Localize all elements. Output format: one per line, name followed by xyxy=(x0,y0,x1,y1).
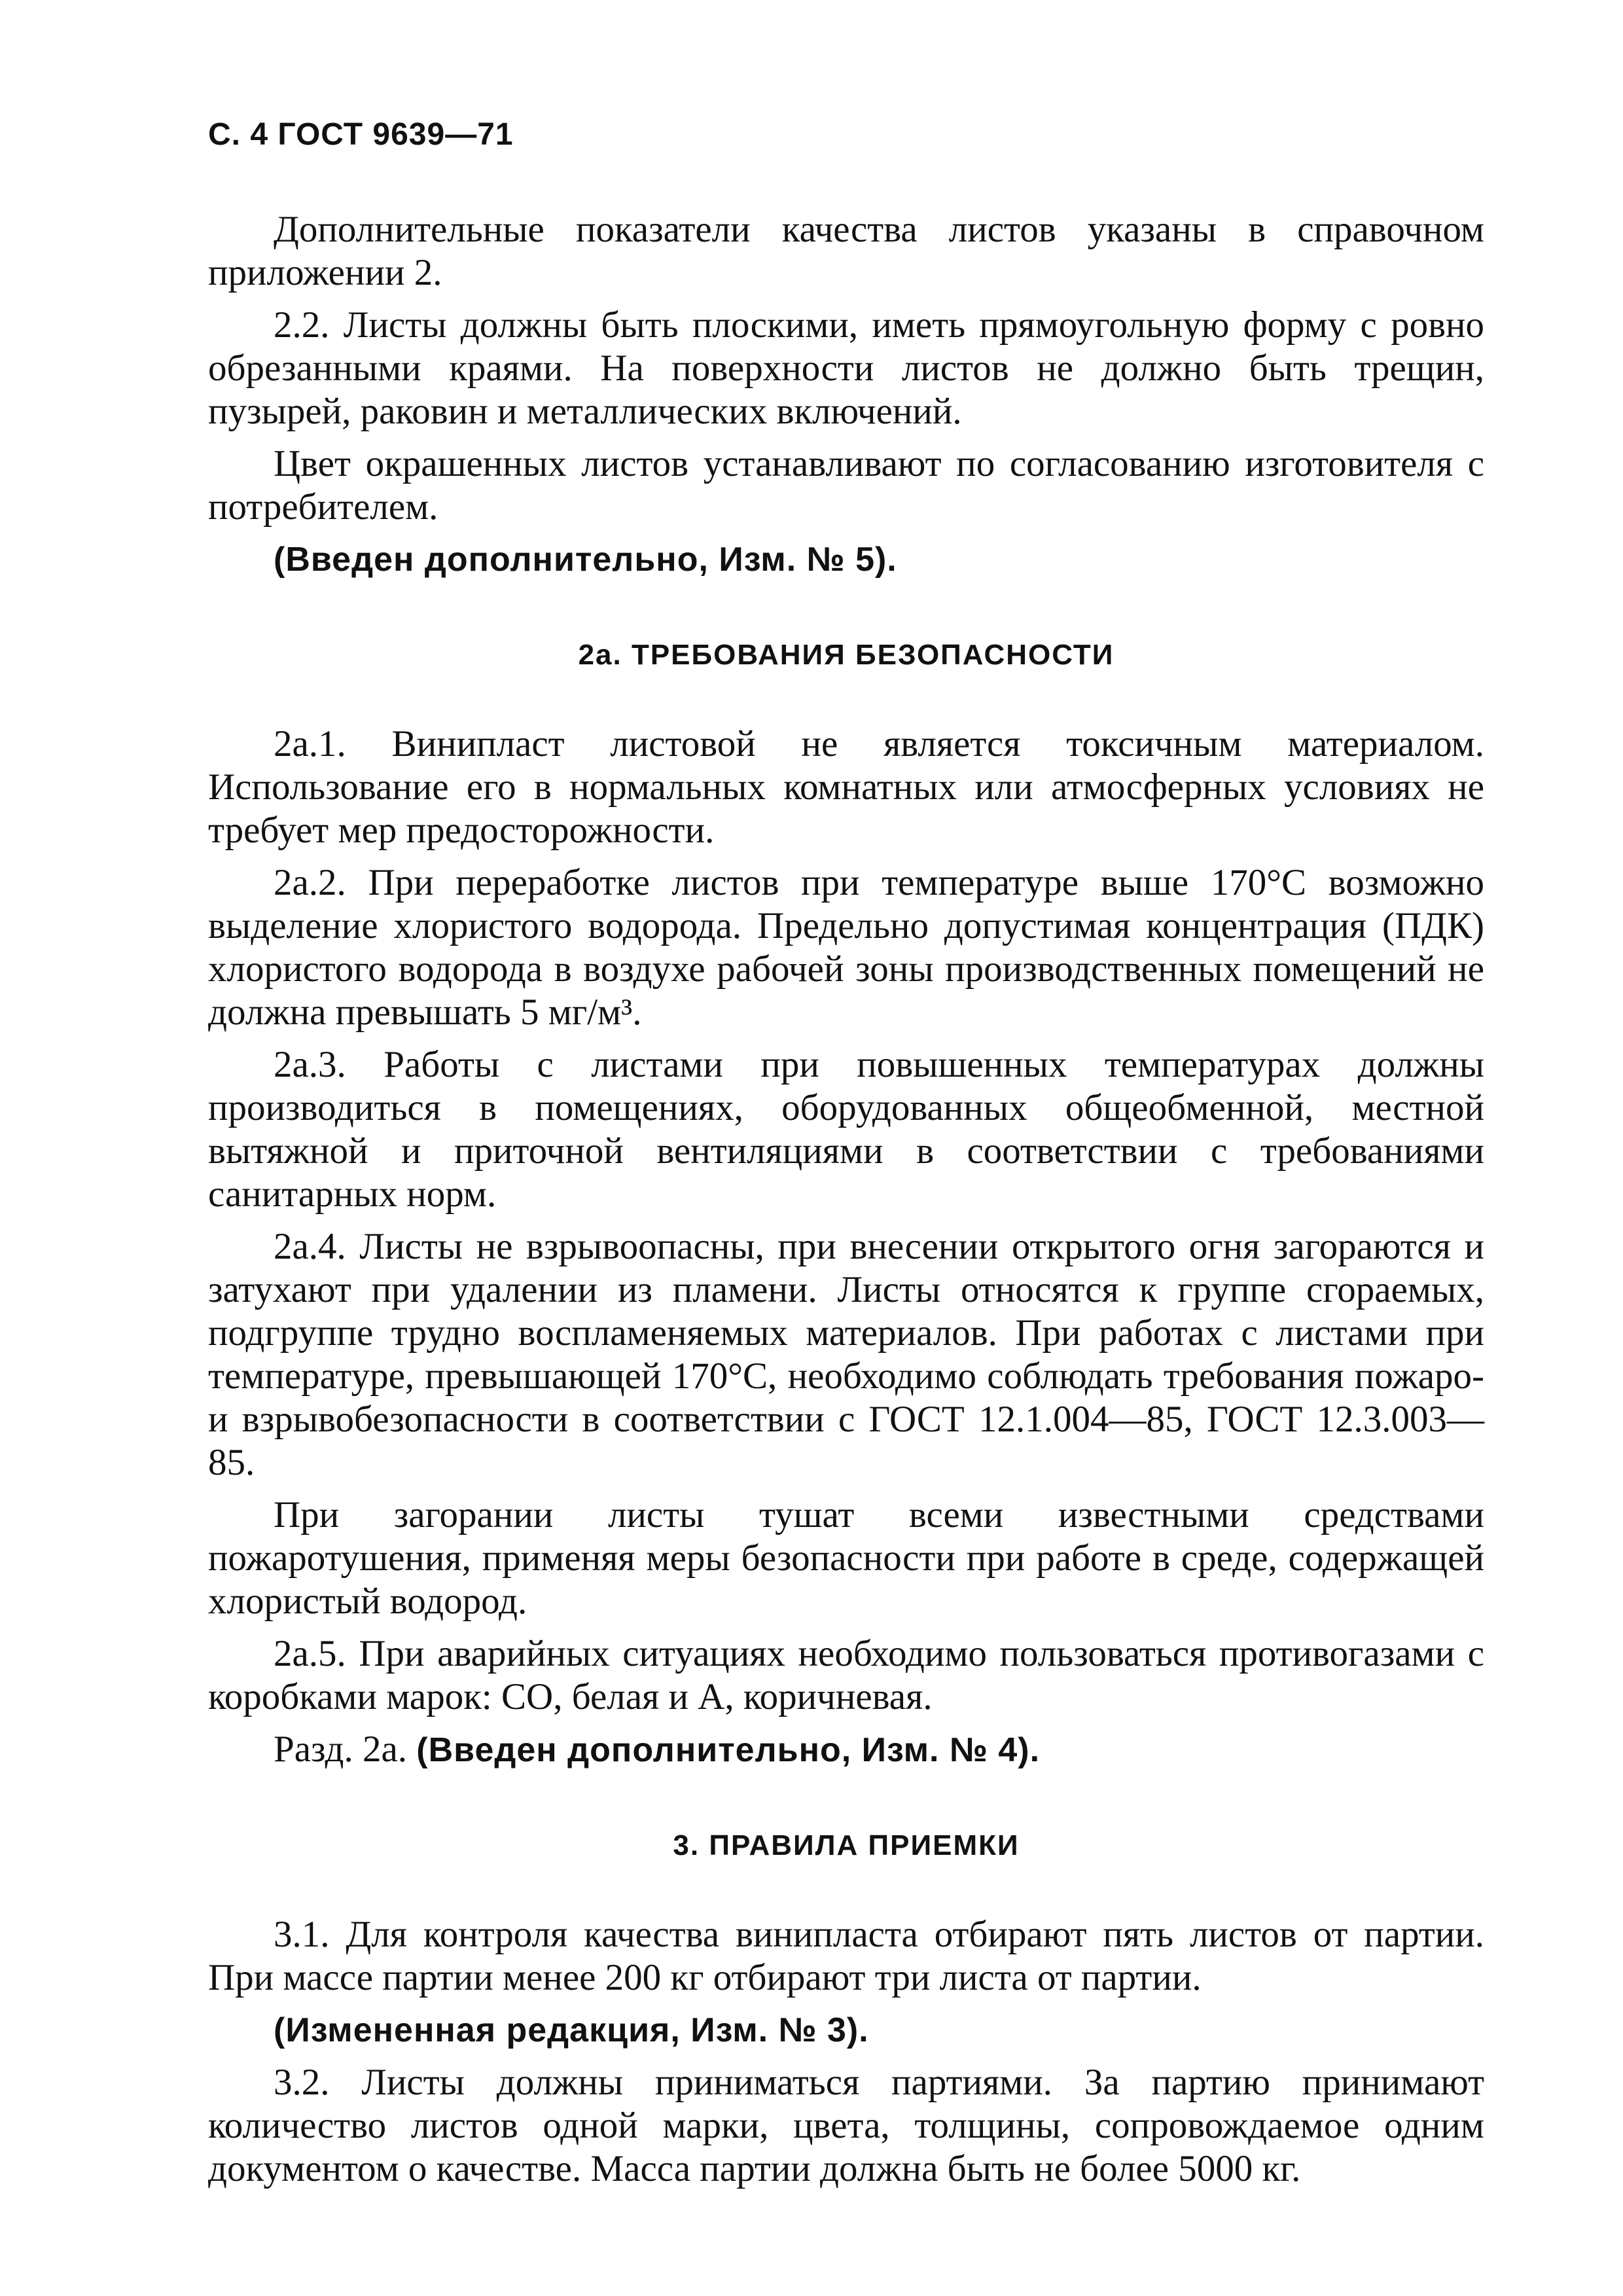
amendment-note-razd-prefix: Разд. 2а. xyxy=(274,1729,408,1770)
amendment-note-izm-3: (Измененная редакция, Изм. № 3). xyxy=(274,2011,869,2049)
amendment-note-izm-4: (Введен дополнительно, Изм. № 4). xyxy=(416,1731,1041,1769)
paragraph-2a-2: 2а.2. При переработке листов при температуре выше 170°С возможно выделение хлористого водорода. Предельно допустимая концентрация (ПДК) хлористого водорода в воздухе рабочей зоны производственных помещений не должна превышать 5 мг/м³. xyxy=(208,862,1484,1033)
section-3-heading: 3. ПРАВИЛА ПРИЕМКИ xyxy=(673,1829,1020,1861)
paragraph-additional-quality: Дополнительные показатели качества листов указаны в справочном приложении 2. xyxy=(208,209,1484,293)
amendment-note-razd-2a xyxy=(208,1728,1484,1772)
paragraph-3-1: 3.1. Для контроля качества винипласта отбирают пять листов от партии. При массе партии менее 200 кг отбирают три листа от партии. xyxy=(208,1914,1484,1998)
document-body xyxy=(208,208,1484,2200)
amendment-note-izm-5: (Введен дополнительно, Изм. № 5). xyxy=(274,541,897,579)
running-head: С. 4 ГОСТ 9639—71 xyxy=(208,117,514,152)
paragraph-fire: При загорании листы тушат всеми известными средствами пожаротушения, применяя меры безопасности при работе в среде, содержащей хлористый водород. xyxy=(208,1494,1484,1622)
paragraph-2a-1: 2а.1. Винипласт листовой не является токсичным материалом. Использование его в нормальных комнатных или атмосферных условиях не требует мер предосторожности. xyxy=(208,723,1484,851)
paragraph-2a-5: 2а.5. При аварийных ситуациях необходимо пользоваться противогазами с коробками марок: СО, белая и А, коричневая. xyxy=(208,1633,1484,1717)
paragraph-2a-4: 2а.4. Листы не взрывоопасны, при внесении открытого огня загораются и затухают при удалении из пламени. Листы относятся к группе сгораемых, подгруппе трудно воспламеняемых материалов. При работах с листами при температуре, превышающей 170°С, необходимо соблюдать требования пожаро- и взрывобезопасности в соответствии с ГОСТ 12.1.004—85, ГОСТ 12.3.003—85. xyxy=(208,1226,1484,1483)
section-2a-heading: 2а. ТРЕБОВАНИЯ БЕЗОПАСНОСТИ xyxy=(578,639,1115,671)
paragraph-color: Цвет окрашенных листов устанавливают по согласованию изготовителя с потребителем. xyxy=(208,443,1484,528)
paragraph-2a-3: 2а.3. Работы с листами при повышенных температурах должны производиться в помещениях, оборудованных общеобменной, местной вытяжной и приточной вентиляциями в соответствии с требованиями санитарных норм. xyxy=(208,1044,1484,1215)
paragraph-2-2: 2.2. Листы должны быть плоскими, иметь прямоугольную форму с ровно обрезанными краями. На поверхности листов не должно быть трещин, пузырей, раковин и металлических включений. xyxy=(208,304,1484,432)
paragraph-3-2: 3.2. Листы должны приниматься партиями. За партию принимают количество листов одной марки, цвета, толщины, сопровождаемое одним документом о качестве. Масса партии должна быть не более 5000 кг. xyxy=(208,2062,1484,2189)
